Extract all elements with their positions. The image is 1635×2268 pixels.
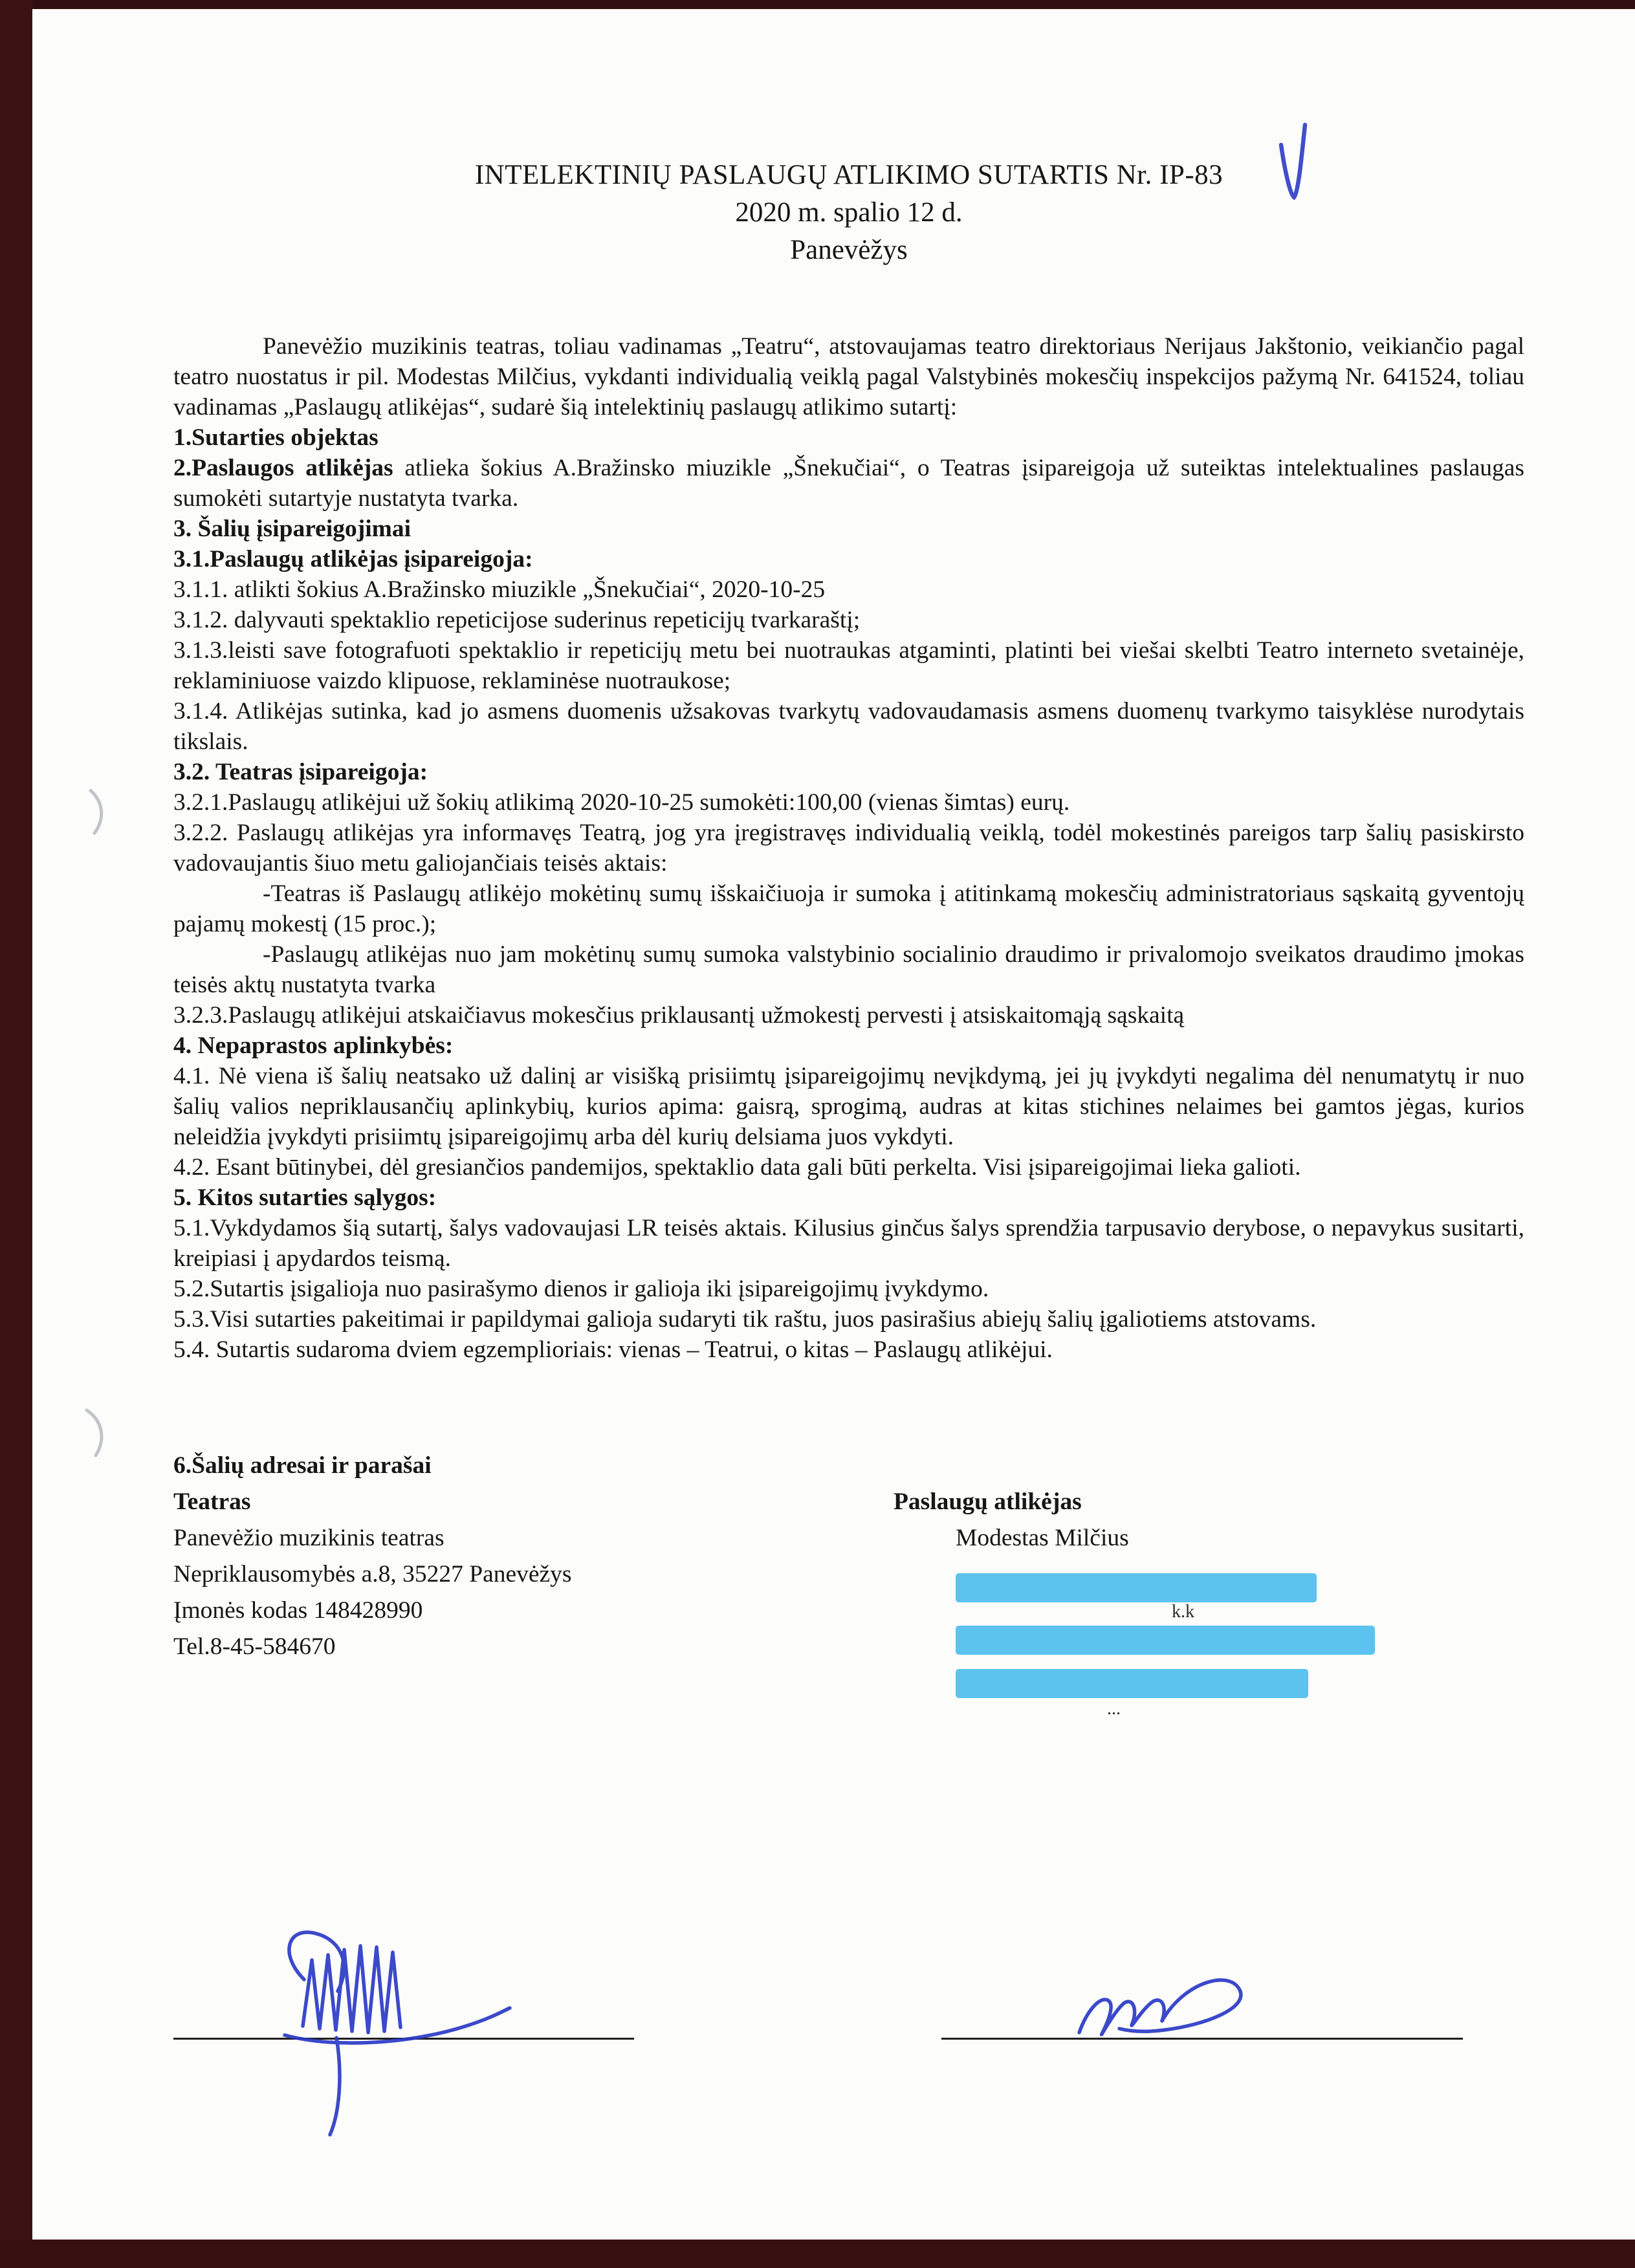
teatras-detail-line: Tel.8-45-584670 — [173, 1633, 336, 1660]
paragraph: 3.1.4. Atlikėjas sutinka, kad jo asmens duomenis užsakovas tvarkytų vadovaudamasis asmens duomenų tvarkymo taisyklėse nurodytais tikslais. — [173, 698, 1524, 755]
section-heading: 3.2. Teatras įsipareigoja: — [173, 759, 428, 785]
teatras-detail-line: Panevėžio muzikinis teatras — [173, 1525, 444, 1551]
section-heading: 4. Nepaprastos aplinkybės: — [173, 1032, 454, 1059]
atlikejas-signature-line — [941, 2038, 1463, 2040]
section-heading: 1.Sutarties objektas — [173, 424, 379, 451]
document-date: 2020 m. spalio 12 d. — [735, 197, 963, 228]
paragraph: 5.2.Sutartis įsigalioja nuo pasirašymo dienos ir galioja iki įsipareigojimų įvykdymo. — [173, 1276, 989, 1302]
paragraph: 3.1.2. dalyvauti spektaklio repeticijose suderinus repeticijų tvarkaraštį; — [173, 607, 861, 633]
paragraph: 3.2.1.Paslaugų atlikėjui už šokių atlikimą 2020-10-25 sumokėti:100,00 (vienas šimtas) eurų. — [173, 789, 1070, 816]
teatras-detail-line: Nepriklausomybės a.8, 35227 Panevėžys — [173, 1561, 572, 1587]
paragraph: 3.1.3.leisti save fotografuoti spektaklio ir repeticijų metu bei nuotraukas atgaminti, platinti bei viešai skelbti Teatro interneto svetainėje, reklaminiuose vaizdo klipuose, reklaminėse nuotraukose; — [173, 637, 1524, 694]
section-heading: 5. Kitos sutarties sąlygos: — [173, 1184, 437, 1211]
teatras-detail-line: Įmonės kodas 148428990 — [173, 1597, 423, 1624]
scan-artifact — [87, 791, 102, 1456]
paragraph: Panevėžio muzikinis teatras, toliau vadinamas „Teatru“, atstovaujamas teatro direktoriaus Nerijaus Jakštonio, veikiančio pagal teatro nuostatus ir pil. Modestas Milčius, vykdanti individualią veiklą pagal Valstybinės mokesčių inspekcijos pažymą Nr. 641524, toliau vadinamas „Paslaugų atlikėjas“, sudarė šią intelektinių paslaugų atlikimo sutartį: — [173, 333, 1524, 420]
atlikejas-column — [894, 1484, 1524, 1719]
section-heading: 3.1.Paslaugų atlikėjas įsipareigoja: — [173, 546, 533, 572]
document-city: Panevėžys — [790, 235, 908, 265]
document-title: INTELEKTINIŲ PASLAUGŲ ATLIKIMO SUTARTIS Nr. IP-83 — [474, 160, 1224, 190]
atlikejas-name: Modestas Milčius — [956, 1525, 1129, 1551]
paragraph: 5.3.Visi sutarties pakeitimai ir papildymai galioja sudaryti tik raštu, juos pasirašius abiejų šalių įgaliotiems atstovams. — [173, 1306, 1317, 1333]
atlikejas-label: Paslaugų atlikėjas — [894, 1488, 1082, 1515]
scan-edge-bottom — [0, 2240, 1635, 2268]
paragraph: 4.1. Nė viena iš šalių neatsako už dalinį ar visišką prisiimtų įsipareigojimų nevįkdymą, jei jų įvykdyti negalima dėl nenumatytų ir nuo šalių valios nepriklausančių aplinkybių, kurios apima: gaisrą, sprogimą, audras at kitas stichines nelaimes bei gamtos jėgas, kurios neleidžia įvykdyti prisiimtų įsipareigojimų arba dėl kurių delsiama juos vykdyti. — [173, 1063, 1524, 1150]
signatures-heading: 6.Šalių adresai ir parašai — [173, 1452, 432, 1479]
contract-body — [173, 331, 1524, 1365]
redaction-bar — [956, 1626, 1375, 1655]
paragraph: 3.2.3.Paslaugų atlikėjui atskaičiavus mokesčius priklausantį užmokestį pervesti į atsiskaitomąją sąskaitą — [173, 1002, 1185, 1029]
paragraph: 3.1.1. atlikti šokius A.Bražinsko miuzikle „Šnekučiai“, 2020-10-25 — [173, 576, 826, 603]
paragraph: 5.4. Sutartis sudaroma dviem egzemplioriais: vienas – Teatrui, o kitas – Paslaugų atlikėjui. — [173, 1336, 1053, 1363]
paragraph: -Teatras iš Paslaugų atlikėjo mokėtinų sumų išskaičiuoja ir sumoka į atitinkamą mokesčių administratoriaus sąskaitą gyventojų pajamų mokestį (15 proc.); — [173, 880, 1524, 937]
teatras-lines — [173, 1520, 894, 1665]
teatras-signature-line — [173, 2038, 634, 2040]
teatras-signature-ink — [285, 1932, 510, 2135]
teatras-column — [173, 1484, 894, 1719]
redacted-text-fragment: ... — [1107, 1699, 1121, 1719]
redaction-bar — [956, 1573, 1317, 1602]
paragraph: 2.Paslaugos atlikėjas atlieka šokius A.Bražinsko miuzikle „Šnekučiai“, o Teatras įsipareigoja už suteiktas intelektualines paslaugas sumokėti sutartyje nustatyta tvarka. — [173, 455, 1524, 512]
redaction-bar — [956, 1669, 1308, 1698]
paragraph: 4.2. Esant būtinybei, dėl gresiančios pandemijos, spektaklio data gali būti perkelta. Visi įsipareigojimai lieka galioti. — [173, 1154, 1301, 1181]
contract-content — [173, 0, 1524, 1719]
paragraph: 5.1.Vykdydamos šią sutartį, šalys vadovaujasi LR teisės aktais. Kilusius ginčus šalys sprendžia tarpusavio derybose, o nepavykus susitarti, kreipiasi į apydardos teismą. — [173, 1215, 1524, 1272]
paragraph: 3.2.2. Paslaugų atlikėjas yra informavęs Teatrą, jog yra įregistravęs individualią veiklą, todėl mokestinės pareigos tarp šalių pasiskirsto vadovaujantis šiuo metu galiojančiais teisės aktais: — [173, 820, 1524, 877]
redacted-text-fragment: k.k — [1172, 1602, 1194, 1622]
signatures-section — [173, 1448, 1524, 1719]
scan-edge-left — [0, 0, 32, 2268]
section-heading: 3. Šalių įsipareigojimai — [173, 516, 411, 542]
teatras-label: Teatras — [173, 1488, 251, 1515]
atlikejas-signature-ink — [1079, 1980, 1241, 2034]
document-header — [173, 0, 1524, 269]
paragraph: -Paslaugų atlikėjas nuo jam mokėtinų sumų sumoka valstybinio socialinio draudimo ir privalomojo sveikatos draudimo įmokas teisės aktų nustatyta tvarka — [173, 941, 1524, 998]
